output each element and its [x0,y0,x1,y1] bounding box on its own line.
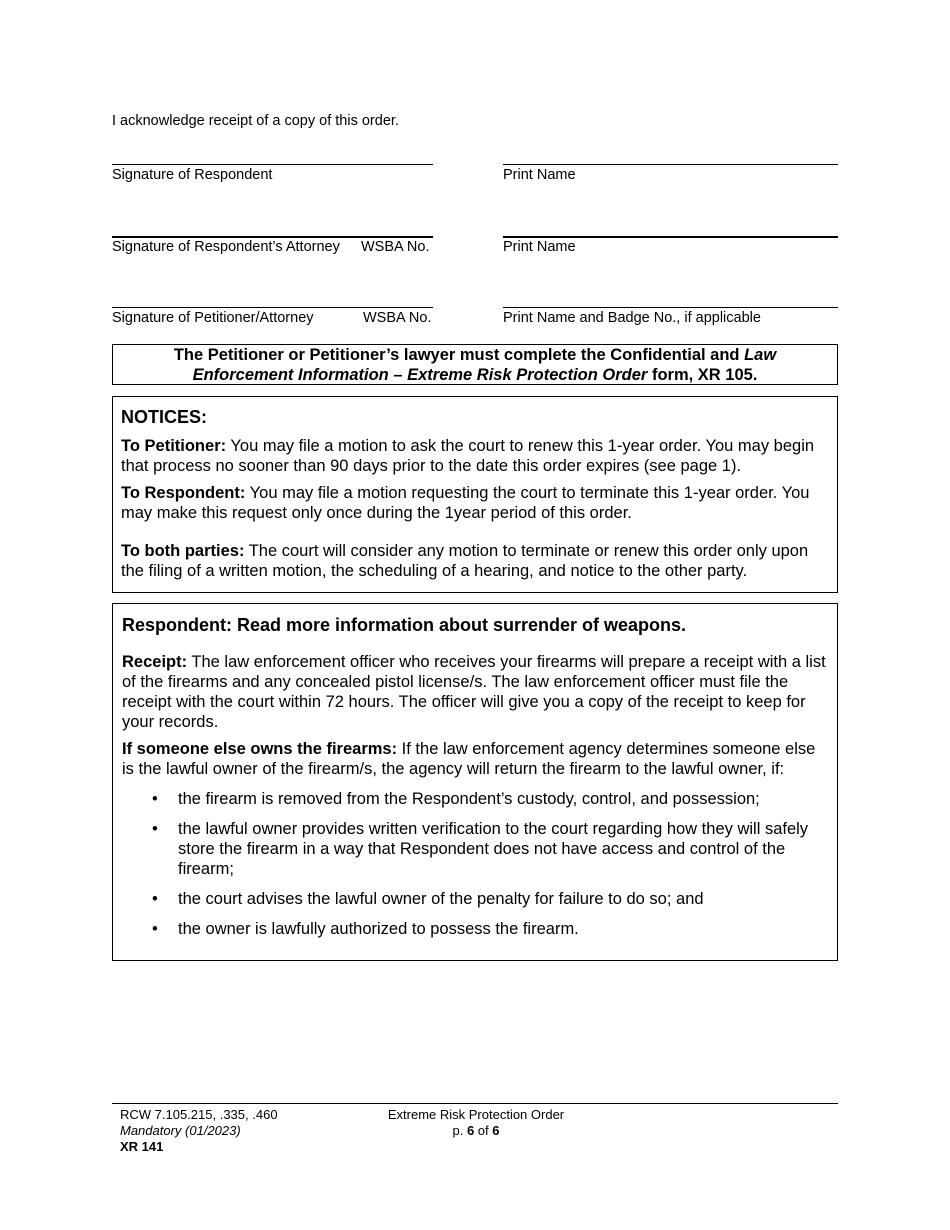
le-text-part2: form, XR 105. [647,366,758,384]
page-current: 6 [466,1123,475,1138]
notice-petitioner-label: To Petitioner: [121,437,227,455]
bullet-icon: • [152,820,158,838]
receipt-text: The law enforcement officer who receives your firearms will prepare a receipt with a list of the firearms and any concealed pistol license/s. The law enforcement officer must file the receipt with the court within 72 hours. The officer will give you a copy of the receipt to keep for your records. [122,653,826,731]
petitioner-print-name-line[interactable] [503,307,838,308]
petitioner-print-name-label: Print Name and Badge No., if applicable [503,310,761,326]
footer-center [381,1107,571,1139]
page-of: of [474,1123,493,1138]
bullet-icon: • [152,890,158,908]
notices-box [112,396,838,593]
owner-label: If someone else owns the firearms: [122,740,398,758]
list-item [122,819,828,879]
list-item-text: the court advises the lawful owner of the penalty for failure to do so; and [178,890,704,908]
attorney-wsba-label: WSBA No. [361,239,430,255]
attorney-print-name-label: Print Name [503,239,576,255]
petitioner-wsba-label: WSBA No. [363,310,432,326]
footer-page-number [381,1123,571,1139]
weapons-surrender-box [112,603,838,961]
list-item [122,789,828,809]
footer-divider [112,1103,838,1104]
notice-both-text: The court will consider any motion to terminate or renew this order only upon the filing of a written motion, the scheduling of a hearing, and notice to the other party. [121,542,809,580]
respondent-print-name-label: Print Name [503,167,576,183]
footer-left [120,1107,278,1155]
owner-paragraph [122,739,828,779]
receipt-paragraph [122,652,828,732]
list-item-text: the firearm is removed from the Respondent’s custody, control, and possession; [178,790,760,808]
owner-conditions-list [122,789,828,939]
respondent-signature-label: Signature of Respondent [112,167,273,183]
le-text-part1: The Petitioner or Petitioner’s lawyer must complete the Confidential and [173,346,745,364]
notice-to-petitioner [121,436,829,476]
bullet-icon: • [152,790,158,808]
footer-form-number: XR 141 [120,1139,164,1154]
page-prefix: p. [452,1123,467,1138]
attorney-signature-line[interactable] [112,236,433,238]
law-enforcement-notice-box [112,344,838,385]
petitioner-signature-line[interactable] [112,307,433,308]
list-item-text: the lawful owner provides written verification to the court regarding how they will safely store the firearm in a way that Respondent does not have access and control of the firearm; [178,820,809,878]
list-item [122,889,828,909]
attorney-print-name-line[interactable] [503,236,838,238]
notice-respondent-text: You may file a motion requesting the court to terminate this 1-year order. You may make this request only once during the 1year period of this order. [121,484,810,522]
footer-mandatory: Mandatory (01/2023) [120,1123,241,1138]
footer-rcw: RCW 7.105.215, .335, .460 [120,1107,278,1122]
bullet-icon: • [152,920,158,938]
weapons-heading: Respondent: Read more information about surrender of weapons. [122,615,687,635]
le-text-italic2: Enforcement Information – Extreme Risk Protection Order [192,366,648,384]
notice-to-both-parties [121,541,829,581]
notice-both-label: To both parties: [121,542,245,560]
list-item [122,919,828,939]
le-text-italic1: Law [744,346,777,364]
notices-heading: NOTICES: [121,407,208,427]
receipt-label: Receipt: [122,653,188,671]
notice-respondent-label: To Respondent: [121,484,246,502]
page-total: 6 [492,1123,500,1138]
owner-text: If the law enforcement agency determines someone else is the lawful owner of the firearm/s, the agency will return the firearm to the lawful owner, if: [122,740,816,778]
respondent-signature-line[interactable] [112,164,433,165]
footer-title: Extreme Risk Protection Order [387,1107,565,1122]
respondent-print-name-line[interactable] [503,164,838,165]
acknowledge-text: I acknowledge receipt of a copy of this order. [112,113,399,129]
notice-petitioner-text: You may file a motion to ask the court to renew this 1-year order. You may begin that process no sooner than 90 days prior to the date this order expires (see page 1). [121,437,815,475]
list-item-text: the owner is lawfully authorized to possess the firearm. [178,920,579,938]
notice-to-respondent [121,483,829,523]
attorney-signature-label: Signature of Respondent’s Attorney [112,239,340,255]
petitioner-signature-label: Signature of Petitioner/Attorney [112,310,314,326]
